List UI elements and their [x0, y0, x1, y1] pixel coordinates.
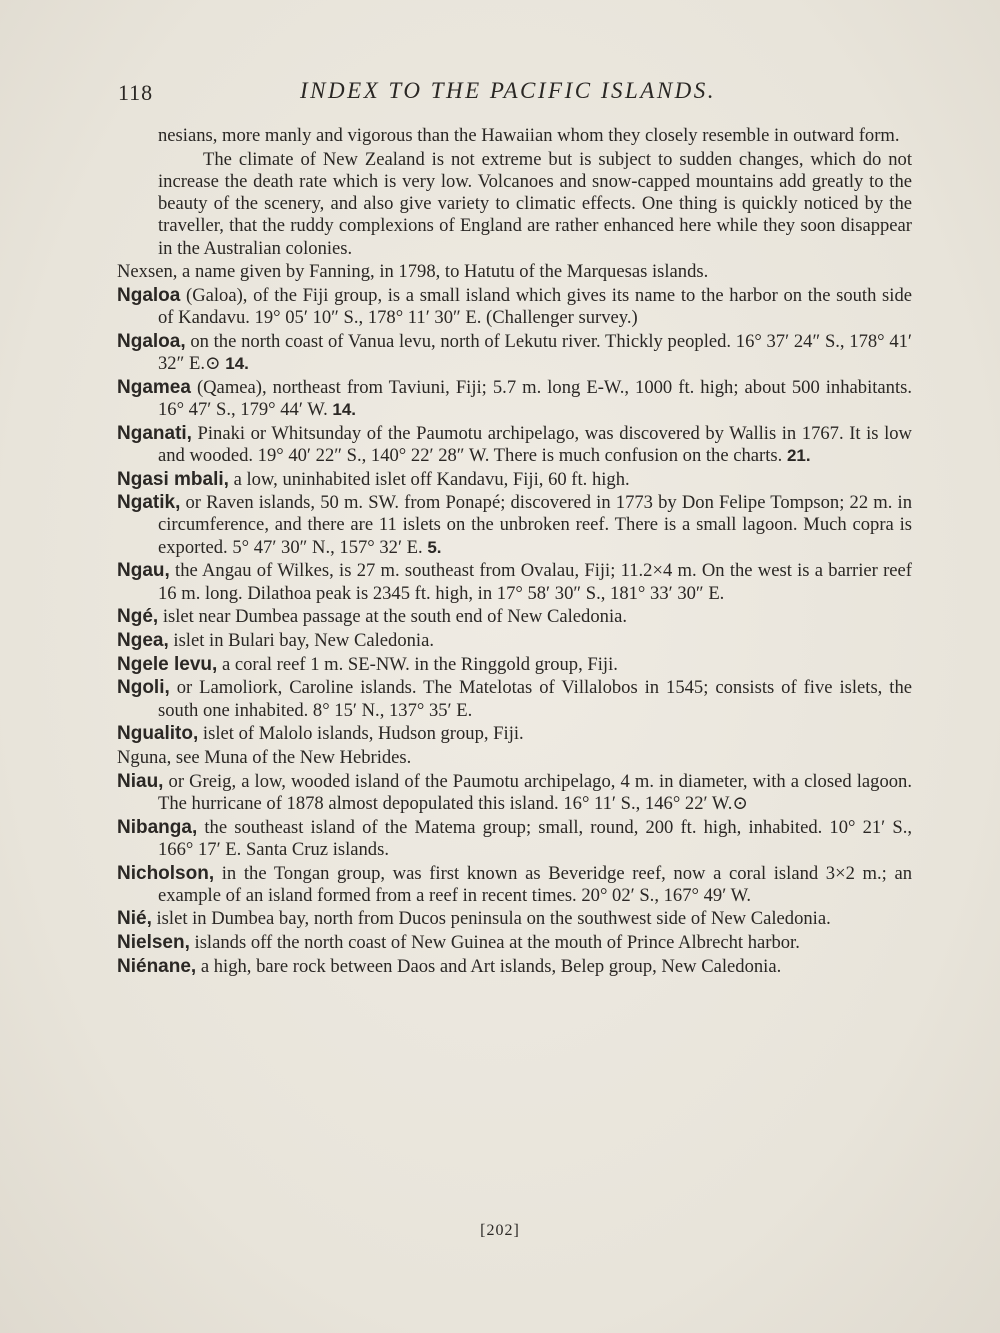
index-entry: Ngé, islet near Dumbea passage at the south end of New Caledonia.	[117, 606, 628, 628]
running-head: INDEX TO THE PACIFIC ISLANDS.	[300, 78, 717, 103]
index-entry: Nexsen, a name given by Fanning, in 1798, to Hatutu of the Marquesas islands.	[117, 261, 709, 283]
continuation-paragraph: nesians, more manly and vigorous than the Hawaiian whom they closely resemble in outward form.	[158, 125, 900, 146]
index-entry: Niau, or Greig, a low, wooded island of the Paumotu archipelago, 4 m. in diameter, with a closed lagoon. The hurricane of 1878 almost depopulated this island. 16° 11′ S., 146° 22′ W.⊙	[117, 770, 912, 814]
entry-term: Ngau,	[117, 560, 170, 582]
climate-paragraph: The climate of New Zealand is not extreme but is subject to sudden changes, which do not increase the death rate which is very low. Volcanoes and snow-capped mountains add greatly to the beauty of the scenery, and also give variety to climatic effects. One thing is quickly noticed by the traveller, that the ruddy complexions of England are rather enhanced here while they soon disappear in the Australian colonies.	[158, 148, 912, 259]
entry-term: Ngea,	[117, 629, 169, 651]
index-entry: Nié, islet in Dumbea bay, north from Ducos peninsula on the southwest side of New Caledonia.	[117, 908, 831, 930]
index-entry: Nibanga, the southeast island of the Matema group; small, round, 200 ft. high, inhabited. 10° 21′ S., 166° 17′ E. Santa Cruz islands.	[117, 816, 912, 860]
index-entry: Niénane, a high, bare rock between Daos and Art islands, Belep group, New Caledonia.	[117, 955, 782, 977]
entry-term: Nié,	[117, 908, 152, 930]
entry-term: Niénane,	[117, 955, 197, 977]
map-reference: 5.	[427, 537, 442, 557]
entry-term: Nielsen,	[117, 932, 190, 954]
index-entry: Ngea, islet in Bulari bay, New Caledonia.	[117, 629, 434, 651]
entry-term: Ngatik,	[117, 492, 181, 514]
index-entry: Nicholson, in the Tongan group, was first known as Beveridge reef, now a coral island 3×2 m.; an example of an island formed from a reef in recent times. 20° 02′ S., 167° 49′ W.	[117, 862, 912, 906]
index-entry: Ngatik, or Raven islands, 50 m. SW. from Ponapé; discovered in 1773 by Don Felipe Tompson; 22 m. in circumference, and there are 11 islets on the unbroken reef. There is a small lagoon. Much copra is exported. 5° 47′ 30″ N., 157° 32′ E. 5.	[117, 492, 912, 558]
page-number: 118	[118, 80, 154, 105]
entry-term: Ngamea	[117, 376, 191, 398]
entry-term: Ngaloa	[117, 284, 181, 306]
index-entry: Ngele levu, a coral reef 1 m. SE-NW. in the Ringgold group, Fiji.	[117, 653, 618, 675]
map-reference: 14.	[225, 354, 249, 374]
index-entry: Nguna, see Muna of the New Hebrides.	[117, 746, 412, 768]
index-entry: Ngau, the Angau of Wilkes, is 27 m. southeast from Ovalau, Fiji; 11.2×4 m. On the west is a barrier reef 16 m. long. Dilathoa peak is 2345 ft. high, in 17° 58′ 30″ S., 181° 33′ 30″ E.	[117, 560, 912, 604]
entry-term: Ngualito,	[117, 723, 199, 745]
entry-term: Ngasi mbali,	[117, 468, 229, 490]
map-reference: 21.	[786, 445, 811, 465]
index-entry: Ngamea (Qamea), northeast from Taviuni, Fiji; 5.7 m. long E-W., 1000 ft. high; about 500 inhabitants. 16° 47′ S., 179° 44′ W. 14.	[117, 376, 912, 420]
entry-term: Ngé,	[117, 606, 159, 628]
index-entry: Ngoli, or Lamoliork, Caroline islands. The Matelotas of Villalobos in 1545; consists of five islets, the south one inhabited. 8° 15′ N., 137° 35′ E.	[117, 677, 912, 721]
entry-term: Ngele levu,	[117, 653, 218, 675]
index-entry: Ngaloa (Galoa), of the Fiji group, is a small island which gives its name to the harbor on the south side of Kandavu. 19° 05′ 10″ S., 178° 11′ 30″ E. (Challenger survey.)	[117, 284, 912, 329]
index-entry: Ngasi mbali, a low, uninhabited islet off Kandavu, Fiji, 60 ft. high.	[117, 468, 630, 490]
index-entry: Nielsen, islands off the north coast of New Guinea at the mouth of Prince Albrecht harbor.	[117, 932, 800, 954]
entry-term: Nibanga,	[117, 816, 198, 838]
map-reference: 14.	[332, 399, 357, 419]
entry-term: Nicholson,	[117, 862, 215, 884]
entry-term: Ngaloa,	[117, 330, 186, 352]
folio-number: [202]	[480, 1222, 520, 1239]
entry-term: Nganati,	[117, 422, 192, 444]
entry-term: Niau,	[117, 770, 164, 792]
index-entry: Ngualito, islet of Malolo islands, Hudson group, Fiji.	[117, 723, 524, 745]
index-entry: Ngaloa, on the north coast of Vanua levu, north of Lekutu river. Thickly peopled. 16° 37′ 24″ S., 178° 41′ 32″ E.⊙ 14.	[117, 330, 912, 375]
index-entry: Nganati, Pinaki or Whitsunday of the Paumotu archipelago, was discovered by Wallis in 1767. It is low and wooded. 19° 40′ 22″ S., 140° 22′ 28″ W. There is much confusion on the charts. 21.	[117, 422, 912, 466]
entry-term: Ngoli,	[117, 677, 170, 699]
index-entries	[117, 125, 912, 980]
